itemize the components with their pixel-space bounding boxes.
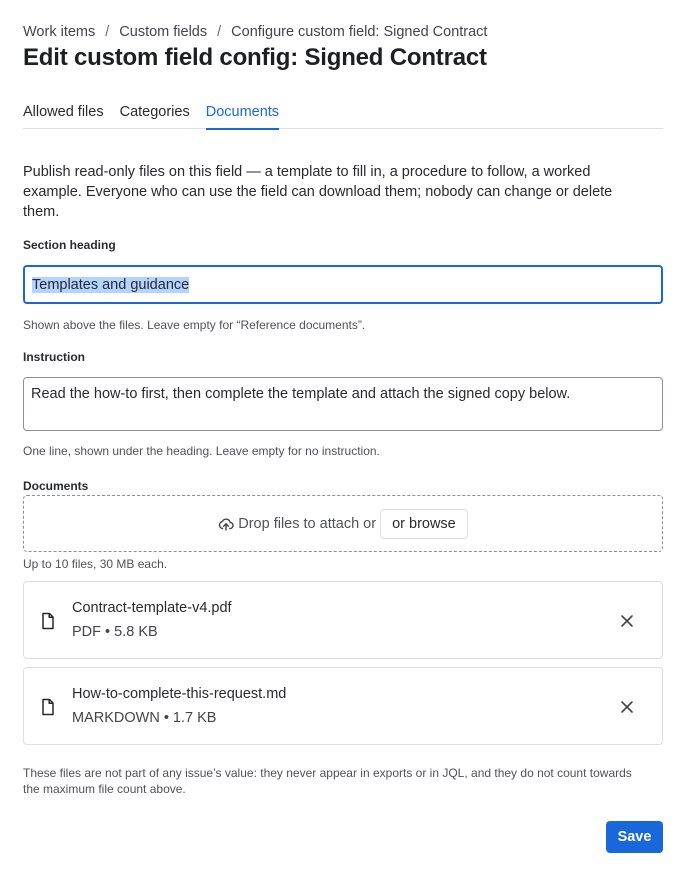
breadcrumb-item-configure-field[interactable]: Configure custom field: Signed Contract [231,24,488,40]
tab-categories[interactable]: Categories [119,104,190,120]
breadcrumb-separator: / [105,24,110,40]
page-title: Edit custom field config: Signed Contract [23,44,487,71]
document-icon [40,698,56,716]
section-heading-label: Section heading [23,238,116,252]
document-icon [40,612,56,630]
close-icon[interactable] [618,698,636,716]
tab-documents[interactable]: Documents [206,102,279,129]
instruction-help: One line, shown under the heading. Leave empty for no instruction. [23,444,380,458]
file-name[interactable]: How-to-complete-this-request.md [72,686,287,702]
documents-label: Documents [23,479,89,493]
close-icon[interactable] [618,612,636,630]
file-item [23,667,663,745]
breadcrumb-item-work-items[interactable]: Work items [23,24,96,40]
section-heading-value: Templates and guidance [32,276,190,293]
tab-allowed-files[interactable]: Allowed files [23,104,104,120]
section-heading-help: Shown above the files. Leave empty for “Reference documents”. [23,318,366,332]
footnote-text: These files are not part of any issue’s value: they never appear in exports or in JQL, and they do not count towards the maximum file count above. [23,766,632,796]
tab-list [23,102,663,129]
file-meta: PDF • 5.8 KB [72,624,158,640]
cloud-upload-icon [218,516,234,532]
instruction-value: Read the how-to first, then complete the template and attach the signed copy below. [31,386,571,402]
file-dropzone[interactable] [23,495,663,552]
intro-text: Publish read-only files on this field — a template to fill in, a procedure to follow, a worked example. Everyone who can use the field can download them; nobody can change or delete them. [23,164,613,220]
documents-limits: Up to 10 files, 30 MB each. [23,557,168,571]
browse-button[interactable]: or browse [380,509,468,539]
instruction-label: Instruction [23,350,85,364]
breadcrumb [23,24,487,40]
instruction-textarea[interactable] [23,377,663,431]
breadcrumb-separator: / [217,24,222,40]
file-name[interactable]: Contract-template-v4.pdf [72,600,232,616]
file-item [23,581,663,659]
breadcrumb-item-custom-fields[interactable]: Custom fields [119,24,208,40]
save-button[interactable]: Save [606,821,663,853]
file-meta: MARKDOWN • 1.7 KB [72,710,217,726]
section-heading-input[interactable] [23,265,663,304]
dropzone-text: Drop files to attach or [238,515,377,532]
